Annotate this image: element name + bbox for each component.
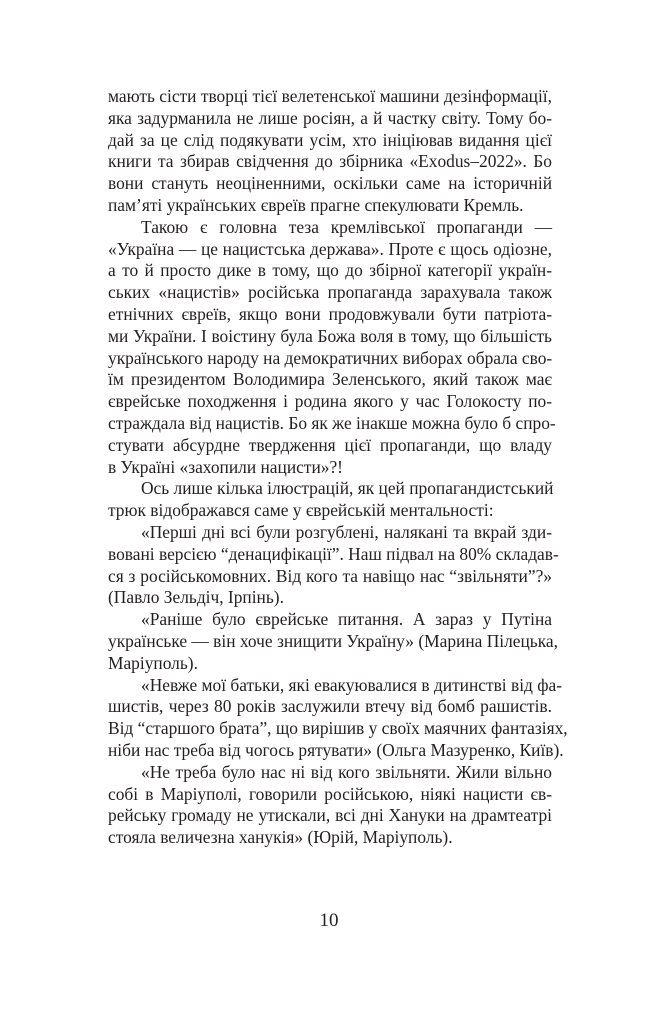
- paragraph: [108, 762, 552, 849]
- text-line: пам’яті українських євреїв прагне спекулювати Кремль.: [108, 194, 524, 215]
- text-line: книги та збирав свідчення до збірника «Exodus–2022». Бо: [108, 151, 552, 172]
- text-line: (Павло Зельдіч, Ірпінь).: [108, 587, 284, 608]
- body-text: [108, 86, 568, 849]
- text-line: Такою є головна теза кремлівської пропаганди —: [141, 216, 552, 237]
- page-number: 10: [319, 910, 339, 931]
- text-line: «Невже мої батьки, які евакуювалися в дитинстві від фа-: [141, 674, 563, 695]
- text-line: Від “старшого брата”, що вирішив у своїх маячних фантазіях,: [108, 718, 568, 739]
- text-line: Маріуполь).: [108, 652, 198, 673]
- text-line: собі в Маріуполі, говорили російською, ніякі нацисти єв-: [108, 783, 552, 804]
- paragraph: [108, 521, 559, 609]
- text-line: ся з російськомовних. Від кого та навіщо нас “звільняти”?»: [108, 565, 552, 586]
- text-line: ніби нас треба від чогось рятувати» (Ольга Мазуренко, Київ).: [108, 739, 564, 760]
- text-line: мають сісти творці тієї велетенської машини дезінформації,: [108, 86, 552, 106]
- text-line: трюк відображався саме у єврейській ментальності:: [108, 500, 494, 521]
- text-line: вовані версією “денацифікації”. Наш підвал на 80% складав-: [108, 543, 559, 564]
- text-line: вони стануть неоціненними, оскільки саме на історичній: [108, 173, 552, 194]
- text-line: «Перші дні всі були розгублені, налякані та вкрай зди-: [141, 521, 552, 542]
- paragraph: [108, 86, 552, 217]
- text-line: яка задурманила не лише росіян, а й частку світу. Тому бо-: [108, 107, 552, 128]
- text-line: шистів, через 80 років заслужили втечу від бомб рашистів.: [108, 696, 552, 717]
- text-line: єврейське походження і родина якого у час Голокосту по-: [108, 391, 552, 412]
- text-line: їм президентом Володимира Зеленського, який також має: [108, 369, 552, 390]
- text-line: ських «нацистів» російська пропаганда зарахувала також: [108, 282, 552, 303]
- text-line: «Раніше було єврейське питання. А зараз у Путіна: [141, 609, 552, 630]
- text-line: українського народу на демократичних виборах обрала сво-: [108, 347, 553, 368]
- paragraph: [108, 674, 568, 762]
- text-line: страждала від нацистів. Бо як же інакше можна було б спро-: [108, 412, 556, 433]
- text-line: дай за це слід подякувати усім, хто ініціював видання цієї: [108, 129, 552, 150]
- text-line: рейську громаду не утискали, всі дні Хануки на драмтеатрі: [108, 805, 552, 826]
- paragraph: [108, 478, 552, 522]
- text-line: «Україна — це нацистська держава». Проте є щось одіозне,: [108, 238, 552, 259]
- text-line: Ось лише кілька ілюстрацій, як цей пропагандистський: [141, 478, 554, 499]
- text-line: етнічних євреїв, якщо вони продовжували бути патріота-: [108, 303, 552, 324]
- text-line: стувати абсурдне твердження цієї пропаганди, що владу: [108, 434, 552, 455]
- paragraph: [108, 216, 556, 479]
- text-line: «Не треба було нас ні від кого звільняти. Жили вільно: [141, 761, 552, 782]
- paragraph: [108, 609, 558, 674]
- text-line: в Україні «захопили нацисти»?!: [108, 456, 343, 477]
- text-line: ми України. І воістину була Божа воля в тому, що більшість: [108, 325, 552, 346]
- text-line: а то й просто дике в тому, що до збірної категорії україн-: [108, 260, 552, 281]
- text-line: стояла величезна ханукія» (Юрій, Маріуполь).: [108, 827, 453, 848]
- text-line: українське — він хоче знищити Україну» (Марина Пілецька,: [108, 630, 558, 651]
